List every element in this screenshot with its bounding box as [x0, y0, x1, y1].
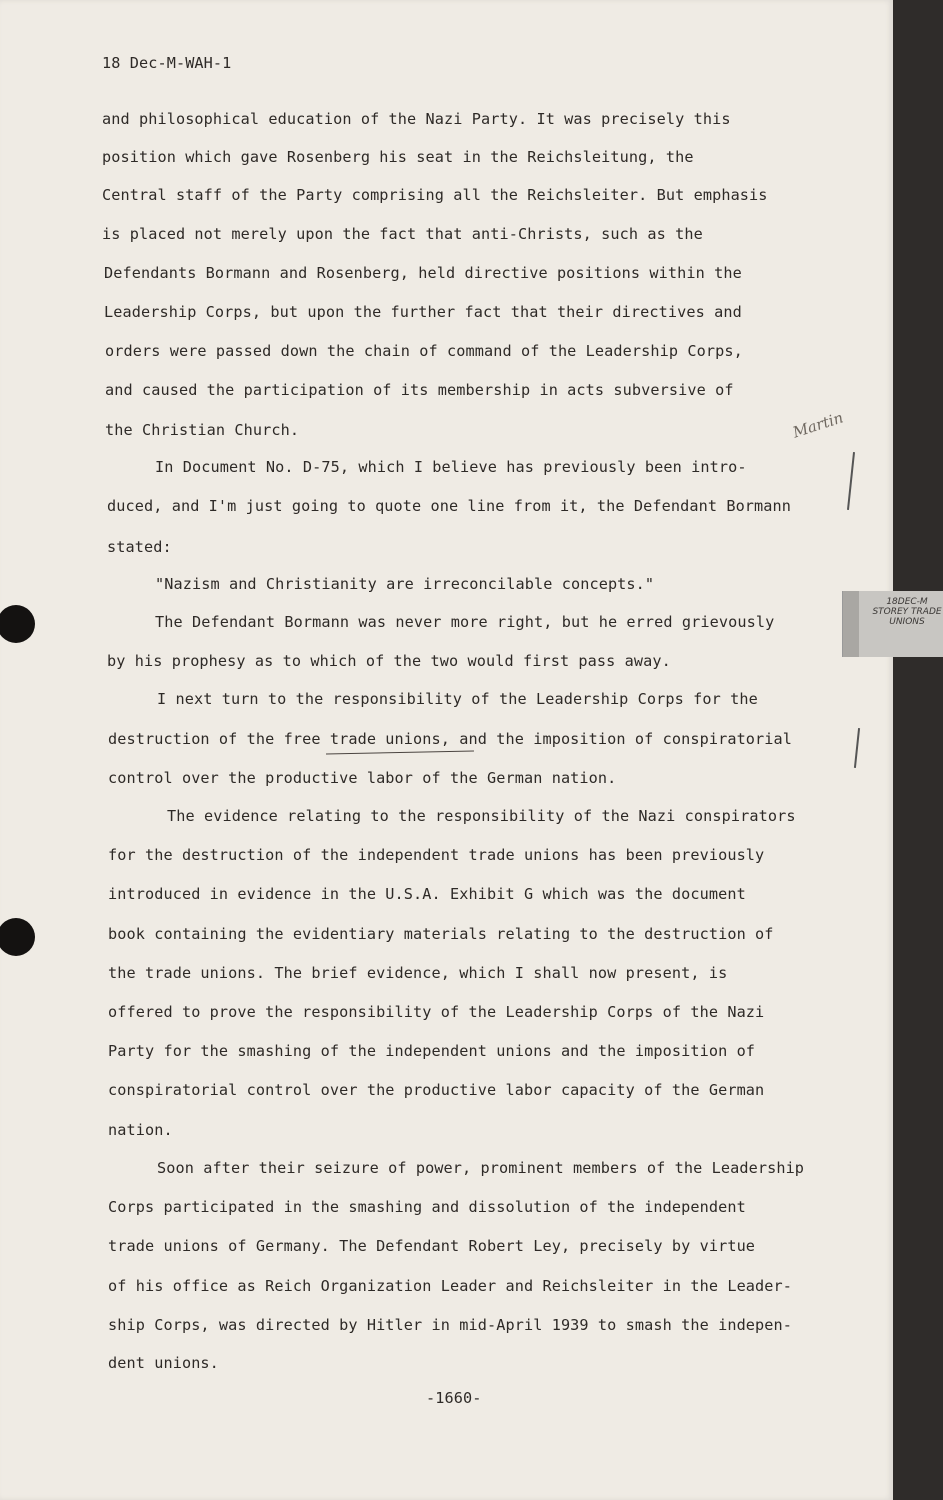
- text-line: Party for the smashing of the independent unions and the imposition of: [108, 1042, 756, 1060]
- text-line: nation.: [108, 1121, 173, 1139]
- text-line: Corps participated in the smashing and dissolution of the independent: [108, 1198, 746, 1216]
- text-line: duced, and I'm just going to quote one line from it, the Defendant Bormann: [107, 497, 792, 515]
- text-line: Soon after their seizure of power, prominent members of the Leadership: [157, 1159, 805, 1177]
- text-line: offered to prove the responsibility of the Leadership Corps of the Nazi: [108, 1003, 765, 1021]
- page-number: -1660-: [426, 1389, 482, 1407]
- text-line: Defendants Bormann and Rosenberg, held directive positions within the: [104, 264, 742, 282]
- handwritten-margin-note: Martin: [790, 408, 846, 442]
- text-line: is placed not merely upon the fact that anti-Christs, such as the: [102, 225, 703, 243]
- margin-mark: [854, 728, 860, 768]
- tab-edge: [843, 591, 859, 657]
- text-line: ship Corps, was directed by Hitler in mid-April 1939 to smash the indepen-: [108, 1316, 793, 1334]
- index-tab: [842, 591, 943, 657]
- text-line: for the destruction of the independent trade unions has been previously: [108, 846, 765, 864]
- text-line: I next turn to the responsibility of the Leadership Corps for the: [157, 690, 758, 708]
- text-line: The evidence relating to the responsibility of the Nazi conspirators: [167, 807, 796, 825]
- text-line: by his prophesy as to which of the two would first pass away.: [107, 652, 671, 670]
- text-line: dent unions.: [108, 1354, 219, 1372]
- text-line: Central staff of the Party comprising all the Reichsleiter. But emphasis: [102, 186, 768, 204]
- text-line: introduced in evidence in the U.S.A. Exhibit G which was the document: [108, 885, 746, 903]
- margin-mark: [847, 452, 855, 510]
- text-line: conspiratorial control over the productive labor capacity of the German: [108, 1081, 765, 1099]
- text-line: the Christian Church.: [105, 421, 300, 439]
- text-line: and caused the participation of its membership in acts subversive of: [105, 381, 734, 399]
- text-line: control over the productive labor of the German nation.: [108, 769, 617, 787]
- text-line: book containing the evidentiary materials relating to the destruction of: [108, 925, 774, 943]
- tab-label: 18DEC-M STOREY TRADE UNIONS: [872, 597, 942, 627]
- text-line: stated:: [107, 538, 172, 556]
- quotation: "Nazism and Christianity are irreconcilable concepts.": [155, 575, 655, 593]
- text-line: position which gave Rosenberg his seat in the Reichsleitung, the: [102, 148, 694, 166]
- page-header: 18 Dec-M-WAH-1: [102, 54, 232, 72]
- text-line: destruction of the free trade unions, and the imposition of conspiratorial: [108, 730, 793, 748]
- text-line: trade unions of Germany. The Defendant Robert Ley, precisely by virtue: [108, 1237, 756, 1255]
- text-line: Leadership Corps, but upon the further fact that their directives and: [104, 303, 742, 321]
- text-line: In Document No. D-75, which I believe has previously been intro-: [155, 458, 747, 476]
- handwritten-underline: [326, 750, 474, 754]
- punch-hole-top: [0, 605, 35, 643]
- text-line: The Defendant Bormann was never more right, but he erred grievously: [155, 613, 775, 631]
- text-line: orders were passed down the chain of command of the Leadership Corps,: [105, 342, 743, 360]
- text-line: the trade unions. The brief evidence, which I shall now present, is: [108, 964, 728, 982]
- text-line: of his office as Reich Organization Leader and Reichsleiter in the Leader-: [108, 1277, 793, 1295]
- text-line: and philosophical education of the Nazi Party. It was precisely this: [102, 110, 731, 128]
- punch-hole-bottom: [0, 918, 35, 956]
